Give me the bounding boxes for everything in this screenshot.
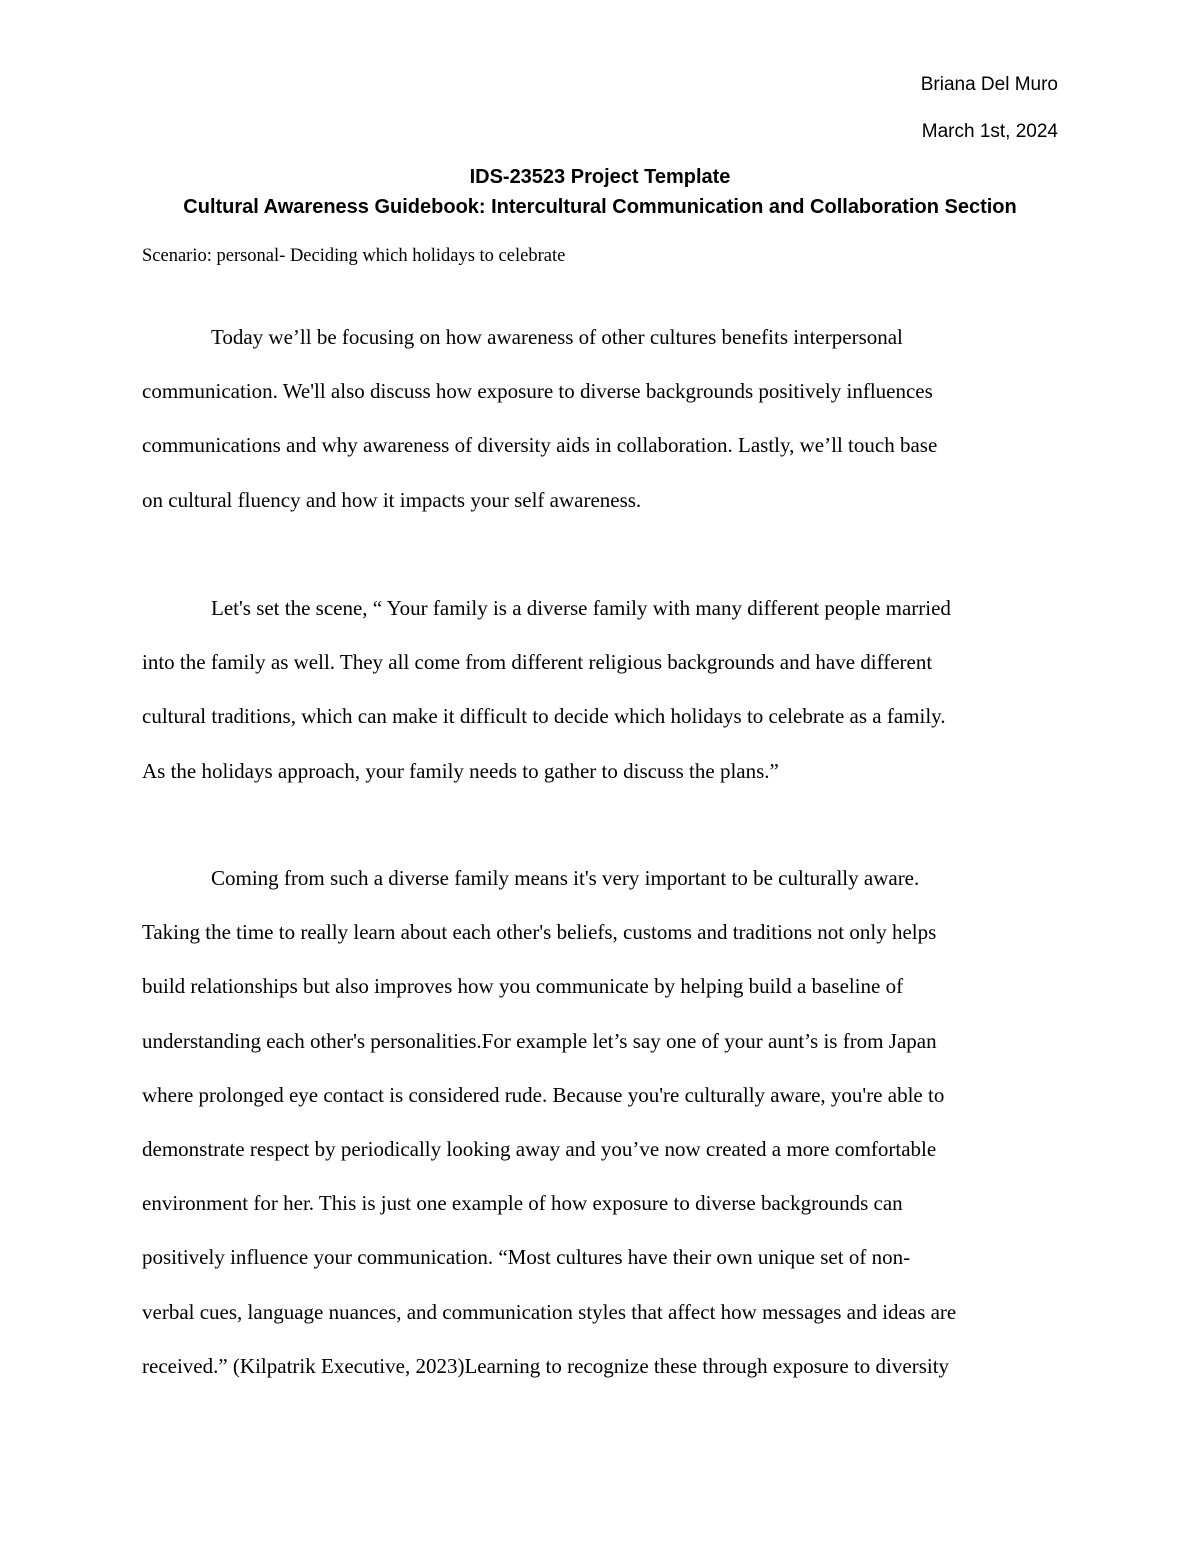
document-title: IDS-23523 Project Template bbox=[469, 166, 731, 188]
paragraph-line: As the holidays approach, your family needs to gather to discuss the plans.” bbox=[142, 758, 779, 783]
paragraph-line: on cultural fluency and how it impacts your self awareness. bbox=[142, 487, 642, 512]
paragraph-cultural-awareness bbox=[142, 851, 1062, 1393]
paragraph-line: communications and why awareness of diversity aids in collaboration. Lastly, we’ll touch base bbox=[142, 433, 938, 458]
paragraph-line: Today we’ll be focusing on how awareness of other cultures benefits interpersonal bbox=[211, 325, 903, 349]
paragraph-intro bbox=[142, 310, 1062, 527]
paragraph-line: where prolonged eye contact is considered rude. Because you're culturally aware, you're able to bbox=[142, 1082, 945, 1107]
paragraph-line: environment for her. This is just one example of how exposure to diverse backgrounds can bbox=[142, 1191, 903, 1216]
scenario-line: Scenario: personal- Deciding which holidays to celebrate bbox=[142, 246, 566, 266]
paragraph-line: demonstrate respect by periodically looking away and you’ve now created a more comfortable bbox=[142, 1137, 937, 1162]
paragraph-line: Coming from such a diverse family means it's very important to be culturally aware. bbox=[211, 866, 920, 890]
paragraph-line: Taking the time to really learn about each other's beliefs, customs and traditions not only helps bbox=[142, 920, 937, 945]
paragraph-line: understanding each other's personalities.For example let’s say one of your aunt’s is from Japan bbox=[142, 1028, 937, 1053]
author-name: Briana Del Muro bbox=[920, 74, 1058, 95]
paragraph-line: Let's set the scene, “ Your family is a diverse family with many different people married bbox=[211, 596, 951, 620]
paragraph-line: build relationships but also improves how you communicate by helping build a baseline of bbox=[142, 974, 904, 999]
paragraph-line: verbal cues, language nuances, and communication styles that affect how messages and ideas are bbox=[142, 1299, 957, 1324]
paragraph-line: received.” (Kilpatrik Executive, 2023)Learning to recognize these through exposure to diversity bbox=[142, 1353, 950, 1378]
paragraph-line: into the family as well. They all come from different religious backgrounds and have different bbox=[142, 650, 933, 675]
title-block bbox=[0, 162, 1200, 222]
document-subtitle: Cultural Awareness Guidebook: Intercultural Communication and Collaboration Section bbox=[183, 196, 1017, 218]
document-date: March 1st, 2024 bbox=[921, 121, 1058, 142]
paragraph-scene bbox=[142, 581, 1062, 798]
paragraph-line: communication. We'll also discuss how exposure to diverse backgrounds positively influences bbox=[142, 379, 933, 404]
paragraph-line: cultural traditions, which can make it difficult to decide which holidays to celebrate as a family. bbox=[142, 704, 946, 729]
paragraph-line: positively influence your communication. “Most cultures have their own unique set of non- bbox=[142, 1245, 911, 1270]
